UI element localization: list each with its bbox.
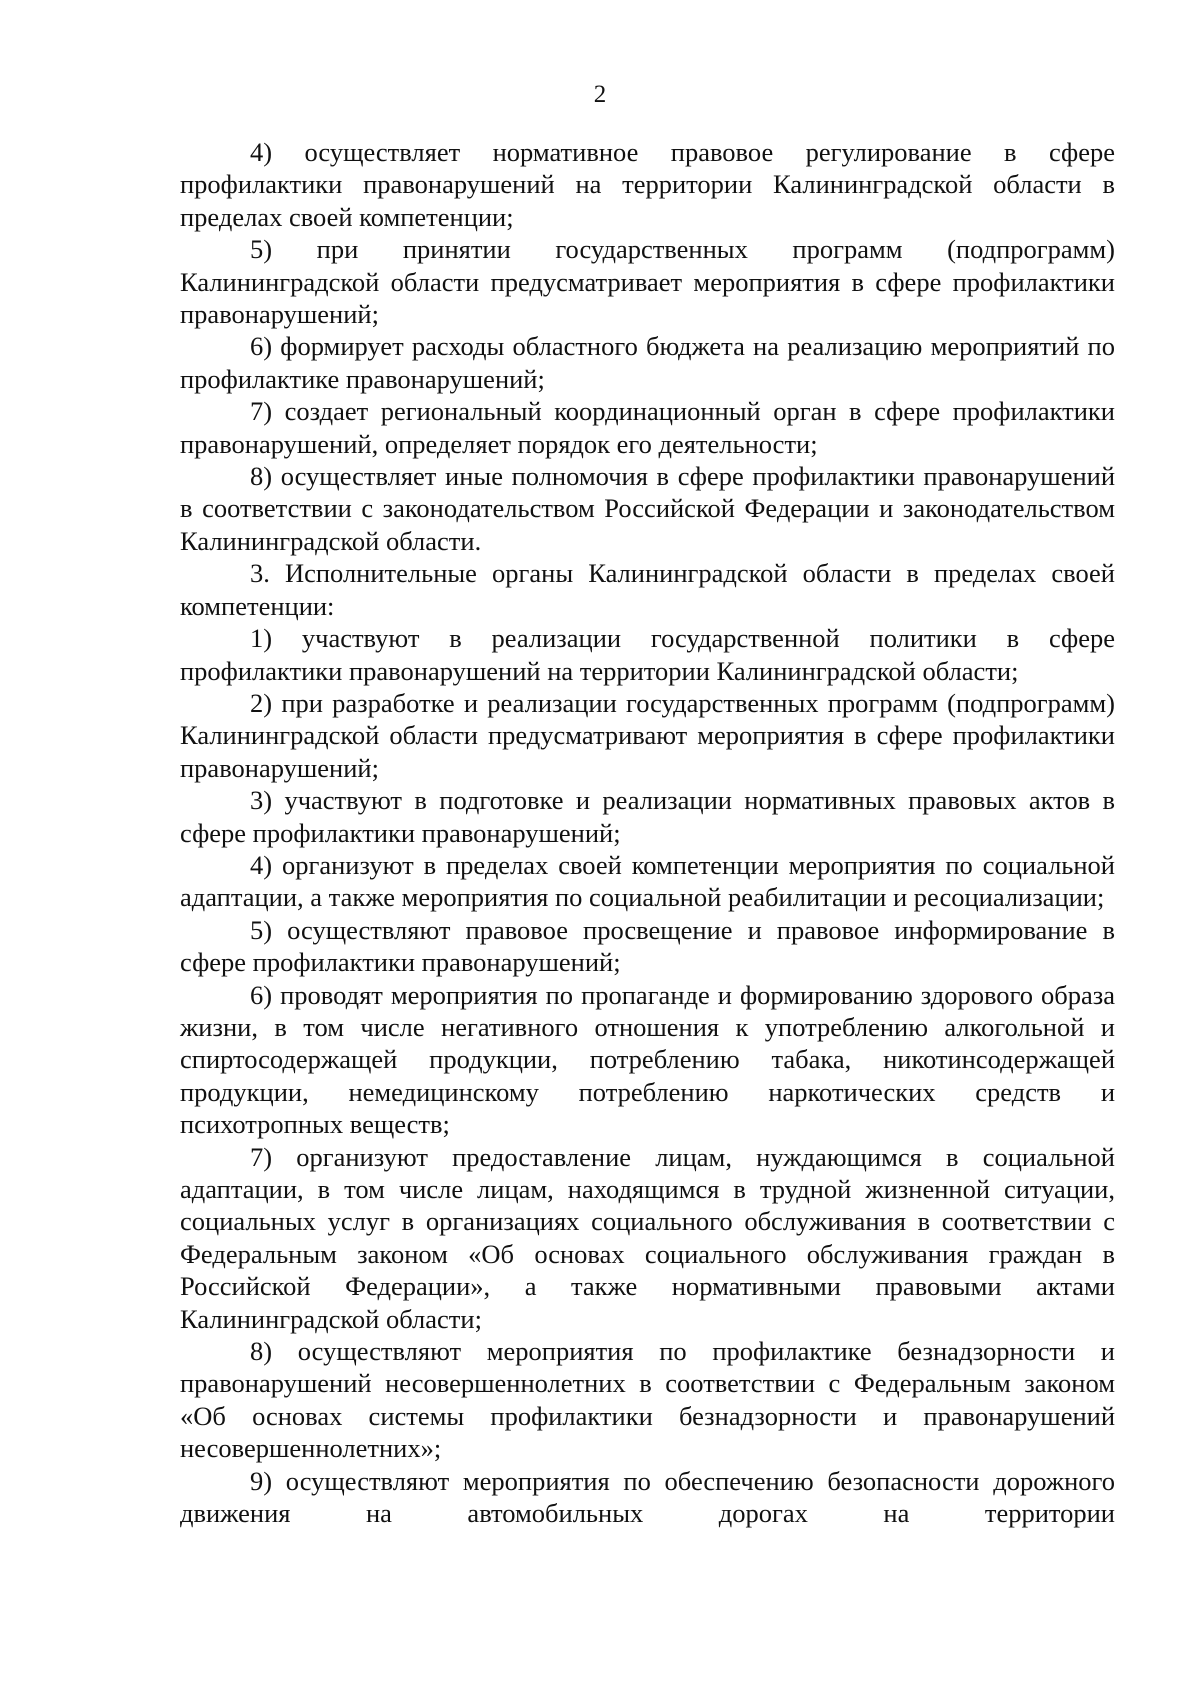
- paragraph-3-7: 7) организуют предоставление лицам, нуждающимся в социальной адаптации, в том числе лицам, находящимся в трудной жизненной ситуации, социальных услуг в организациях социального обслуживания в соответствии с Федеральным законом «Об основах социального обслуживания граждан в Российской Федерации», а также нормативными правовыми актами Калининградской области;: [180, 1141, 1115, 1334]
- paragraph-3-2: 2) при разработке и реализации государственных программ (подпрограмм) Калининградской области предусматривают мероприятия в сфере профилактики правонарушений;: [180, 687, 1115, 783]
- paragraph-3-1: 1) участвуют в реализации государственной политики в сфере профилактики правонарушений на территории Калининградской области;: [180, 623, 1115, 686]
- paragraph-2-6: 6) формирует расходы областного бюджета на реализацию мероприятий по профилактике правонарушений;: [180, 331, 1115, 394]
- document-body: [180, 136, 1115, 1529]
- paragraph-3-4: 4) организуют в пределах своей компетенции мероприятия по социальной адаптации, а также мероприятия по социальной реабилитации и ресоциализации;: [180, 849, 1115, 913]
- paragraph-3-8: 8) осуществляют мероприятия по профилактике безнадзорности и правонарушений несовершеннолетних в соответствии с Федеральным законом «Об основах системы профилактики безнадзорности и правонарушений несовершеннолетних»;: [180, 1336, 1115, 1464]
- paragraph-3-intro: 3. Исполнительные органы Калининградской области в пределах своей компетенции:: [180, 558, 1115, 621]
- paragraph-3-6: 6) проводят мероприятия по пропаганде и формированию здорового образа жизни, в том числе негативного отношения к употреблению алкогольной и спиртосодержащей продукции, потреблению табака, никотинсодержащей продукции, немедицинскому потреблению наркотических средств и психотропных веществ;: [180, 979, 1115, 1140]
- paragraph-2-5: 5) при принятии государственных программ (подпрограмм) Калининградской области предусматривает мероприятия в сфере профилактики правонарушений;: [180, 234, 1115, 330]
- paragraph-3-3: 3) участвуют в подготовке и реализации нормативных правовых актов в сфере профилактики правонарушений;: [180, 785, 1115, 848]
- paragraph-3-9: 9) осуществляют мероприятия по обеспечению безопасности дорожного движения на автомобильных дорогах на территории: [180, 1465, 1115, 1529]
- paragraph-2-4: 4) осуществляет нормативное правовое регулирование в сфере профилактики правонарушений на территории Калининградской области в пределах своей компетенции;: [180, 137, 1115, 232]
- page-number: 2: [593, 81, 607, 108]
- paragraph-2-8: 8) осуществляет иные полномочия в сфере профилактики правонарушений в соответствии с законодательством Российской Федерации и законодательством Калининградской области.: [180, 461, 1115, 556]
- paragraph-2-7: 7) создает региональный координационный орган в сфере профилактики правонарушений, определяет порядок его деятельности;: [180, 396, 1115, 459]
- paragraph-3-5: 5) осуществляют правовое просвещение и правовое информирование в сфере профилактики правонарушений;: [180, 914, 1115, 978]
